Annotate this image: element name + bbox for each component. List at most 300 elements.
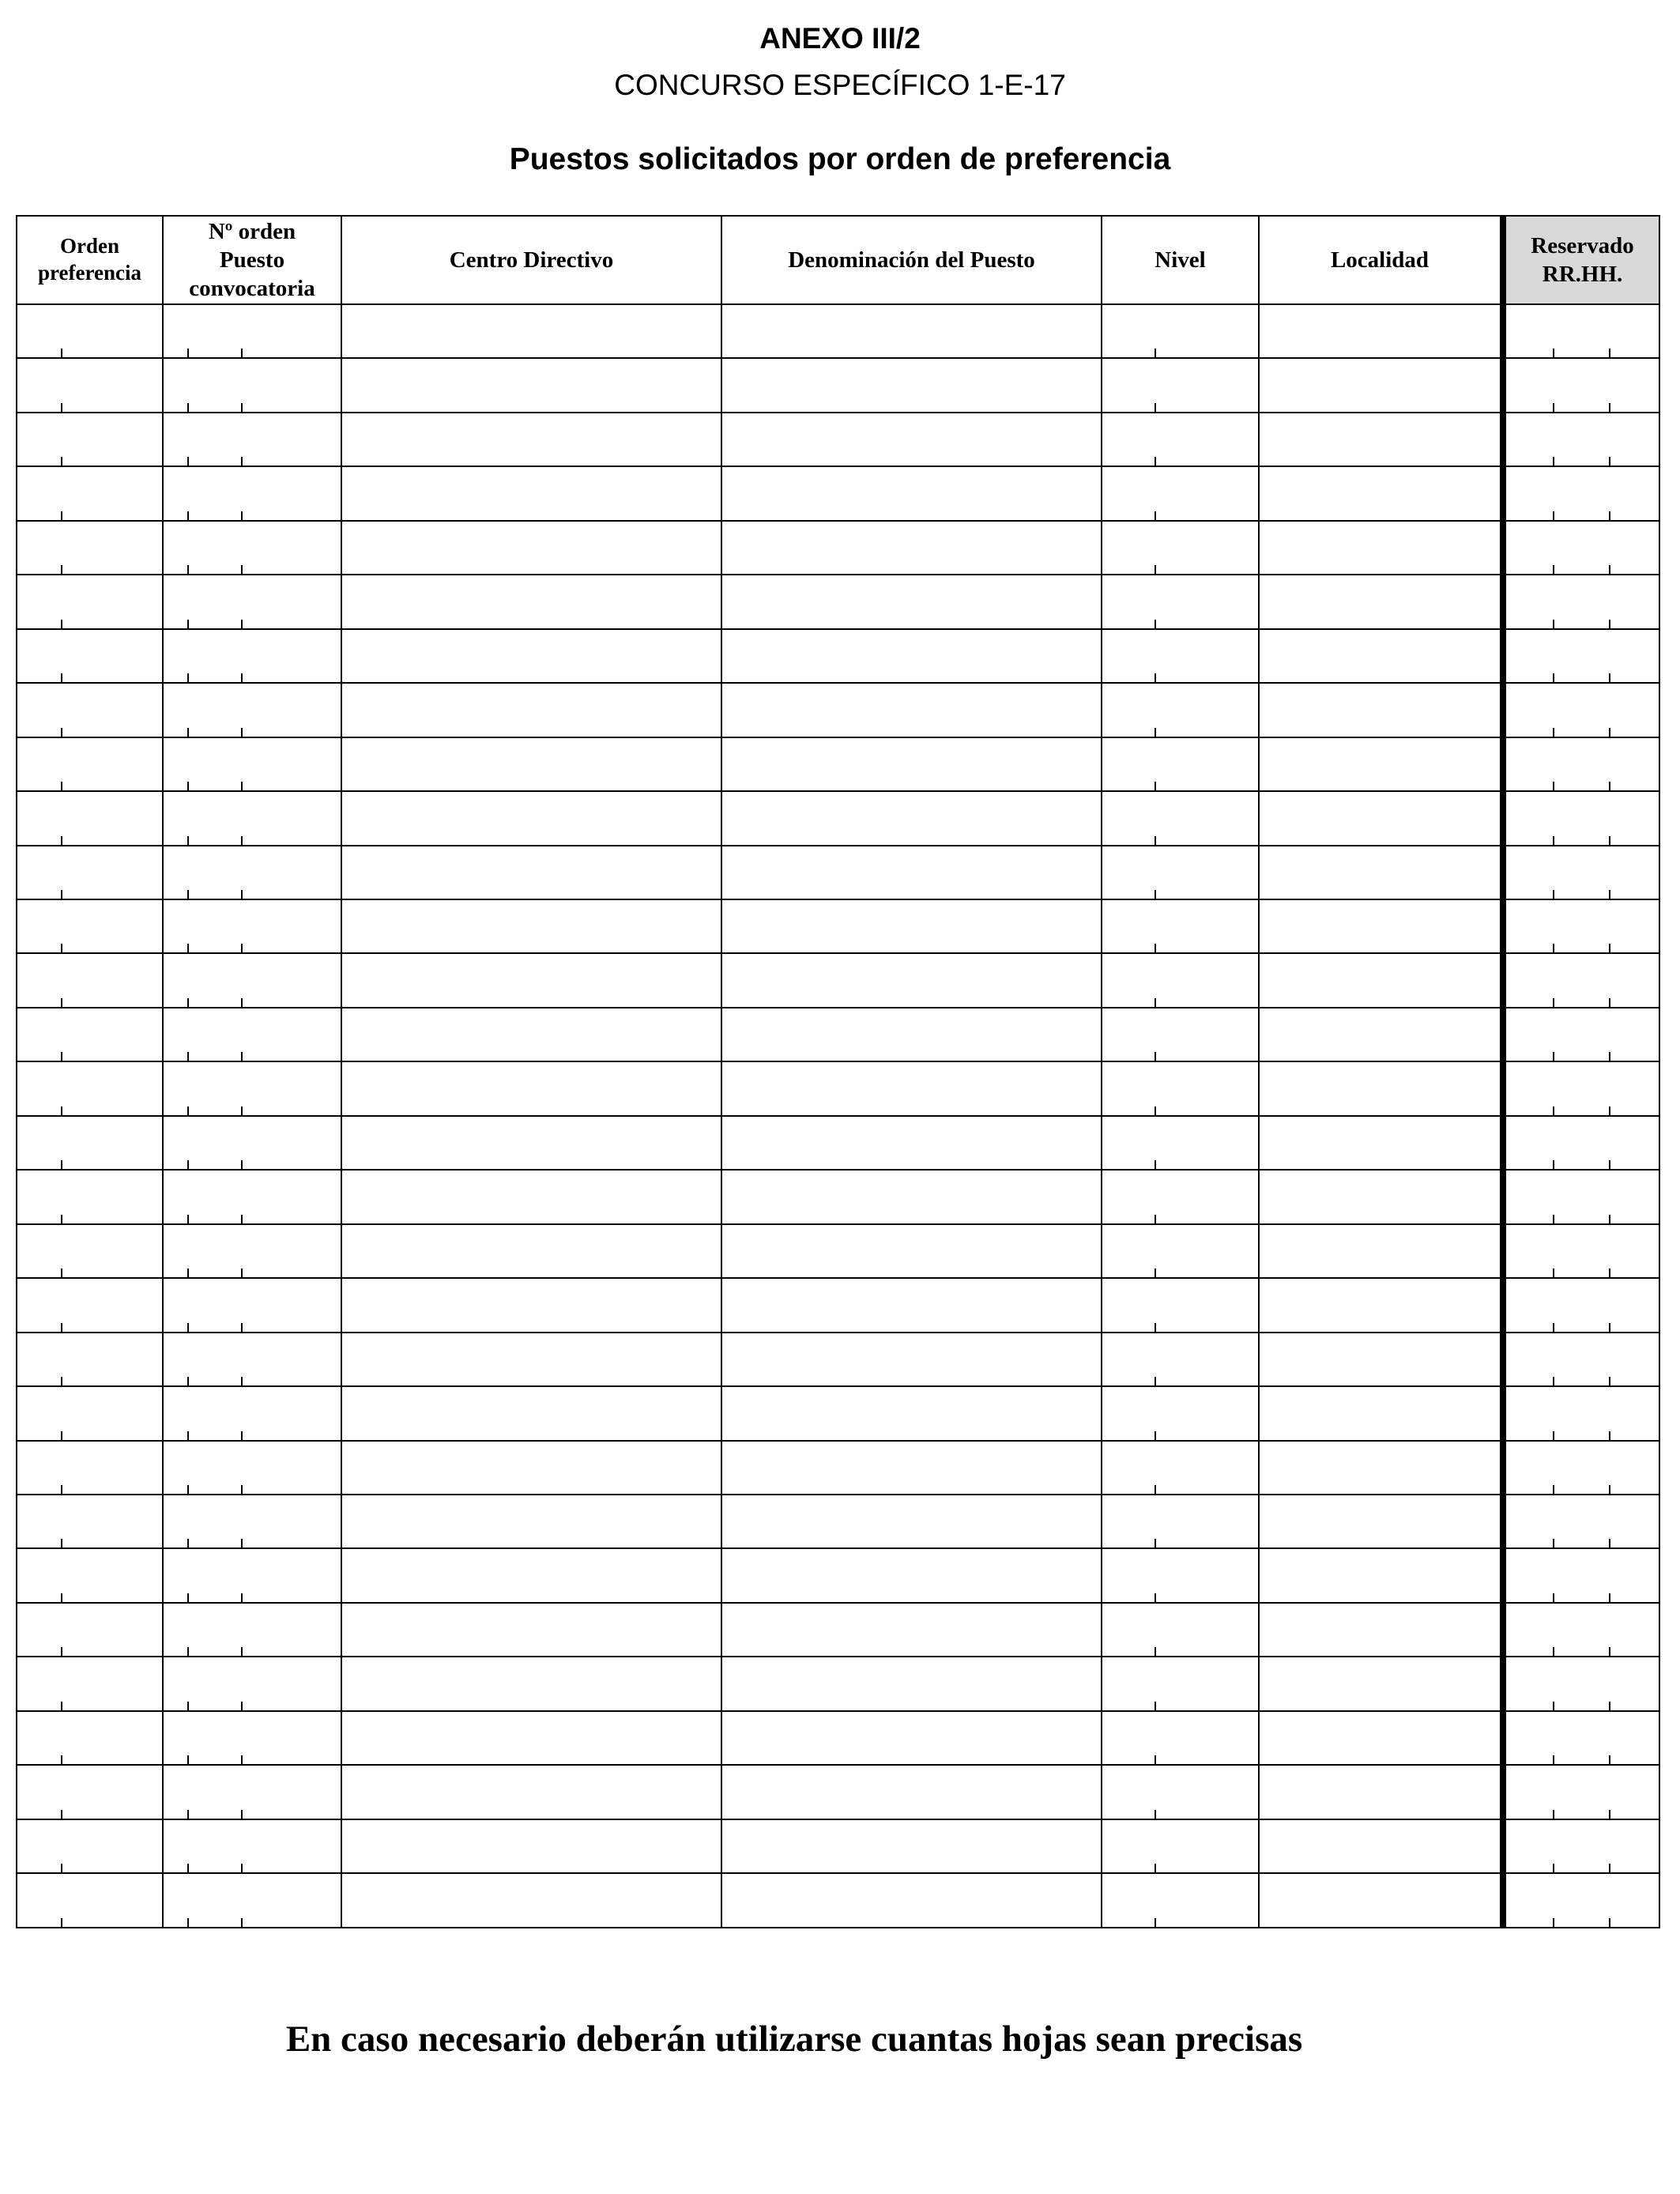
num-puesto-cell[interactable] bbox=[163, 846, 341, 899]
digit-separator-tick bbox=[61, 349, 62, 357]
centro-cell[interactable] bbox=[341, 1873, 721, 1928]
table-row bbox=[17, 1441, 1659, 1495]
reservado-cell[interactable] bbox=[1503, 1495, 1659, 1548]
num-puesto-cell[interactable] bbox=[163, 1224, 341, 1278]
nivel-cell[interactable] bbox=[1102, 1386, 1259, 1440]
digit-separator-tick bbox=[61, 944, 62, 952]
num-puesto-cell[interactable] bbox=[163, 1278, 341, 1332]
denominacion-cell[interactable] bbox=[721, 1386, 1102, 1440]
digit-separator-tick bbox=[1553, 620, 1554, 628]
num-puesto-cell[interactable] bbox=[163, 413, 341, 466]
denominacion-cell[interactable] bbox=[721, 1873, 1102, 1928]
denominacion-cell[interactable] bbox=[721, 791, 1102, 845]
localidad-cell[interactable] bbox=[1259, 1495, 1503, 1548]
orden-cell[interactable] bbox=[17, 629, 163, 683]
orden-cell[interactable] bbox=[17, 1333, 163, 1386]
col-header-nivel: Nivel bbox=[1102, 216, 1259, 304]
denominacion-cell[interactable] bbox=[721, 1765, 1102, 1819]
digit-separator-tick bbox=[1553, 1052, 1554, 1061]
digit-separator-tick bbox=[187, 1215, 189, 1223]
orden-cell[interactable] bbox=[17, 1603, 163, 1657]
denominacion-cell[interactable] bbox=[721, 466, 1102, 520]
denominacion-cell[interactable] bbox=[721, 1548, 1102, 1602]
nivel-cell[interactable] bbox=[1102, 1333, 1259, 1386]
num-puesto-cell[interactable] bbox=[163, 1495, 341, 1548]
contest-title: CONCURSO ESPECÍFICO 1-E-17 bbox=[614, 69, 1066, 101]
table-row bbox=[17, 1008, 1659, 1061]
localidad-cell[interactable] bbox=[1259, 1819, 1503, 1873]
digit-separator-tick bbox=[61, 457, 62, 466]
centro-cell[interactable] bbox=[341, 683, 721, 737]
centro-cell[interactable] bbox=[341, 575, 721, 628]
nivel-cell[interactable] bbox=[1102, 1170, 1259, 1223]
preference-table bbox=[16, 215, 1660, 1928]
digit-separator-tick bbox=[61, 511, 62, 520]
digit-separator-tick bbox=[1155, 1702, 1156, 1710]
nivel-cell[interactable] bbox=[1102, 899, 1259, 953]
orden-cell[interactable] bbox=[17, 1170, 163, 1223]
num-puesto-cell[interactable] bbox=[163, 1333, 341, 1386]
num-puesto-cell[interactable] bbox=[163, 304, 341, 358]
localidad-cell[interactable] bbox=[1259, 737, 1503, 791]
num-puesto-cell[interactable] bbox=[163, 1061, 341, 1115]
nivel-cell[interactable] bbox=[1102, 466, 1259, 520]
nivel-cell[interactable] bbox=[1102, 1873, 1259, 1928]
denominacion-cell[interactable] bbox=[721, 521, 1102, 575]
centro-cell[interactable] bbox=[341, 304, 721, 358]
nivel-cell[interactable] bbox=[1102, 413, 1259, 466]
centro-cell[interactable] bbox=[341, 953, 721, 1007]
centro-cell[interactable] bbox=[341, 1441, 721, 1495]
num-puesto-cell[interactable] bbox=[163, 575, 341, 628]
denominacion-cell[interactable] bbox=[721, 1441, 1102, 1495]
digit-separator-tick bbox=[1155, 1377, 1156, 1385]
num-puesto-cell[interactable] bbox=[163, 1386, 341, 1440]
localidad-cell[interactable] bbox=[1259, 1441, 1503, 1495]
num-puesto-cell[interactable] bbox=[163, 1765, 341, 1819]
nivel-cell[interactable] bbox=[1102, 1657, 1259, 1710]
nivel-cell[interactable] bbox=[1102, 1819, 1259, 1873]
digit-separator-tick bbox=[1553, 998, 1554, 1007]
nivel-cell[interactable] bbox=[1102, 521, 1259, 575]
digit-separator-tick bbox=[1609, 1269, 1610, 1277]
centro-cell[interactable] bbox=[341, 1819, 721, 1873]
centro-cell[interactable] bbox=[341, 1711, 721, 1765]
num-puesto-cell[interactable] bbox=[163, 629, 341, 683]
digit-separator-tick bbox=[241, 349, 243, 357]
nivel-cell[interactable] bbox=[1102, 1548, 1259, 1602]
reservado-cell[interactable] bbox=[1503, 575, 1659, 628]
denominacion-cell[interactable] bbox=[721, 413, 1102, 466]
nivel-cell[interactable] bbox=[1102, 791, 1259, 845]
denominacion-cell[interactable] bbox=[721, 1495, 1102, 1548]
localidad-cell[interactable] bbox=[1259, 1548, 1503, 1602]
digit-separator-tick bbox=[1553, 944, 1554, 952]
digit-separator-tick bbox=[1609, 1539, 1610, 1547]
digit-separator-tick bbox=[61, 1431, 62, 1440]
localidad-cell[interactable] bbox=[1259, 1333, 1503, 1386]
digit-separator-tick bbox=[241, 1215, 243, 1223]
reservado-cell[interactable] bbox=[1503, 1765, 1659, 1819]
table-row bbox=[17, 304, 1659, 358]
centro-cell[interactable] bbox=[341, 466, 721, 520]
nivel-cell[interactable] bbox=[1102, 1441, 1259, 1495]
reservado-cell[interactable] bbox=[1503, 358, 1659, 412]
centro-cell[interactable] bbox=[341, 1548, 721, 1602]
orden-cell[interactable] bbox=[17, 1873, 163, 1928]
reservado-cell[interactable] bbox=[1503, 1224, 1659, 1278]
digit-separator-tick bbox=[187, 403, 189, 412]
orden-cell[interactable] bbox=[17, 1657, 163, 1710]
localidad-cell[interactable] bbox=[1259, 1224, 1503, 1278]
localidad-cell[interactable] bbox=[1259, 413, 1503, 466]
num-puesto-cell[interactable] bbox=[163, 358, 341, 412]
denominacion-cell[interactable] bbox=[721, 1116, 1102, 1170]
digit-separator-tick bbox=[1553, 565, 1554, 574]
nivel-cell[interactable] bbox=[1102, 629, 1259, 683]
nivel-cell[interactable] bbox=[1102, 1711, 1259, 1765]
centro-cell[interactable] bbox=[341, 1116, 721, 1170]
digit-separator-tick bbox=[1609, 782, 1610, 790]
centro-cell[interactable] bbox=[341, 358, 721, 412]
localidad-cell[interactable] bbox=[1259, 358, 1503, 412]
num-puesto-cell[interactable] bbox=[163, 1170, 341, 1223]
centro-cell[interactable] bbox=[341, 629, 721, 683]
digit-separator-tick bbox=[61, 1160, 62, 1169]
digit-separator-tick bbox=[187, 1539, 189, 1547]
orden-cell[interactable] bbox=[17, 791, 163, 845]
orden-cell[interactable] bbox=[17, 737, 163, 791]
orden-cell[interactable] bbox=[17, 683, 163, 737]
digit-separator-tick bbox=[1553, 728, 1554, 737]
digit-separator-tick bbox=[1155, 1593, 1156, 1602]
digit-separator-tick bbox=[187, 1702, 189, 1710]
digit-separator-tick bbox=[187, 620, 189, 628]
nivel-cell[interactable] bbox=[1102, 1278, 1259, 1332]
table-row bbox=[17, 1333, 1659, 1386]
reservado-cell[interactable] bbox=[1503, 1008, 1659, 1061]
orden-cell[interactable] bbox=[17, 413, 163, 466]
denominacion-cell[interactable] bbox=[721, 1008, 1102, 1061]
digit-separator-tick bbox=[1155, 403, 1156, 412]
orden-cell[interactable] bbox=[17, 1278, 163, 1332]
localidad-cell[interactable] bbox=[1259, 846, 1503, 899]
num-puesto-cell[interactable] bbox=[163, 953, 341, 1007]
denominacion-cell[interactable] bbox=[721, 304, 1102, 358]
centro-cell[interactable] bbox=[341, 1278, 721, 1332]
denominacion-cell[interactable] bbox=[721, 575, 1102, 628]
annex-title: ANEXO III/2 bbox=[759, 22, 921, 55]
centro-cell[interactable] bbox=[341, 521, 721, 575]
orden-cell[interactable] bbox=[17, 1495, 163, 1548]
digit-separator-tick bbox=[1609, 1755, 1610, 1764]
digit-separator-tick bbox=[61, 1755, 62, 1764]
digit-separator-tick bbox=[241, 565, 243, 574]
denominacion-cell[interactable] bbox=[721, 1657, 1102, 1710]
digit-separator-tick bbox=[1155, 1160, 1156, 1169]
centro-cell[interactable] bbox=[341, 1008, 721, 1061]
section-title: Puestos solicitados por orden de preferencia bbox=[509, 142, 1171, 176]
table-row bbox=[17, 737, 1659, 791]
localidad-cell[interactable] bbox=[1259, 1765, 1503, 1819]
centro-cell[interactable] bbox=[341, 1765, 721, 1819]
denominacion-cell[interactable] bbox=[721, 683, 1102, 737]
centro-cell[interactable] bbox=[341, 1386, 721, 1440]
nivel-cell[interactable] bbox=[1102, 846, 1259, 899]
reservado-cell[interactable] bbox=[1503, 683, 1659, 737]
digit-separator-tick bbox=[61, 728, 62, 737]
reservado-cell[interactable] bbox=[1503, 304, 1659, 358]
centro-cell[interactable] bbox=[341, 899, 721, 953]
digit-separator-tick bbox=[1155, 782, 1156, 790]
reservado-cell[interactable] bbox=[1503, 1278, 1659, 1332]
localidad-cell[interactable] bbox=[1259, 1657, 1503, 1710]
reservado-cell[interactable] bbox=[1503, 1603, 1659, 1657]
localidad-cell[interactable] bbox=[1259, 1711, 1503, 1765]
orden-cell[interactable] bbox=[17, 304, 163, 358]
localidad-cell[interactable] bbox=[1259, 899, 1503, 953]
num-puesto-cell[interactable] bbox=[163, 1873, 341, 1928]
localidad-cell[interactable] bbox=[1259, 1170, 1503, 1223]
orden-cell[interactable] bbox=[17, 1008, 163, 1061]
nivel-cell[interactable] bbox=[1102, 358, 1259, 412]
digit-separator-tick bbox=[187, 457, 189, 466]
nivel-cell[interactable] bbox=[1102, 737, 1259, 791]
denominacion-cell[interactable] bbox=[721, 1711, 1102, 1765]
localidad-cell[interactable] bbox=[1259, 575, 1503, 628]
nivel-cell[interactable] bbox=[1102, 1765, 1259, 1819]
digit-separator-tick bbox=[1553, 1269, 1554, 1277]
orden-cell[interactable] bbox=[17, 953, 163, 1007]
denominacion-cell[interactable] bbox=[721, 1224, 1102, 1278]
localidad-cell[interactable] bbox=[1259, 953, 1503, 1007]
orden-cell[interactable] bbox=[17, 1116, 163, 1170]
nivel-cell[interactable] bbox=[1102, 1061, 1259, 1115]
nivel-cell[interactable] bbox=[1102, 575, 1259, 628]
digit-separator-tick bbox=[1609, 1215, 1610, 1223]
orden-cell[interactable] bbox=[17, 1548, 163, 1602]
denominacion-cell[interactable] bbox=[721, 1061, 1102, 1115]
denominacion-cell[interactable] bbox=[721, 737, 1102, 791]
digit-separator-tick bbox=[1609, 403, 1610, 412]
reservado-cell[interactable] bbox=[1503, 1548, 1659, 1602]
denominacion-cell[interactable] bbox=[721, 899, 1102, 953]
reservado-cell[interactable] bbox=[1503, 1061, 1659, 1115]
reservado-cell[interactable] bbox=[1503, 953, 1659, 1007]
digit-separator-tick bbox=[61, 1702, 62, 1710]
localidad-cell[interactable] bbox=[1259, 304, 1503, 358]
digit-separator-tick bbox=[187, 836, 189, 845]
num-puesto-cell[interactable] bbox=[163, 1819, 341, 1873]
digit-separator-tick bbox=[1609, 1160, 1610, 1169]
orden-cell[interactable] bbox=[17, 1386, 163, 1440]
localidad-cell[interactable] bbox=[1259, 629, 1503, 683]
reservado-cell[interactable] bbox=[1503, 466, 1659, 520]
num-puesto-cell[interactable] bbox=[163, 1548, 341, 1602]
localidad-cell[interactable] bbox=[1259, 521, 1503, 575]
centro-cell[interactable] bbox=[341, 737, 721, 791]
table-row bbox=[17, 1711, 1659, 1765]
digit-separator-tick bbox=[1553, 349, 1554, 357]
digit-separator-tick bbox=[1155, 565, 1156, 574]
num-puesto-cell[interactable] bbox=[163, 1711, 341, 1765]
orden-cell[interactable] bbox=[17, 1711, 163, 1765]
orden-cell[interactable] bbox=[17, 1224, 163, 1278]
digit-separator-tick bbox=[1155, 998, 1156, 1007]
reservado-cell[interactable] bbox=[1503, 1657, 1659, 1710]
denominacion-cell[interactable] bbox=[721, 953, 1102, 1007]
digit-separator-tick bbox=[1553, 511, 1554, 520]
denominacion-cell[interactable] bbox=[721, 1333, 1102, 1386]
orden-cell[interactable] bbox=[17, 1819, 163, 1873]
num-puesto-cell[interactable] bbox=[163, 683, 341, 737]
nivel-cell[interactable] bbox=[1102, 1116, 1259, 1170]
col-header-reservado: Reservado RR.HH. bbox=[1503, 216, 1659, 304]
orden-cell[interactable] bbox=[17, 521, 163, 575]
centro-cell[interactable] bbox=[341, 1495, 721, 1548]
centro-cell[interactable] bbox=[341, 1657, 721, 1710]
digit-separator-tick bbox=[241, 1485, 243, 1494]
table-row bbox=[17, 1386, 1659, 1440]
reservado-cell[interactable] bbox=[1503, 1873, 1659, 1928]
denominacion-cell[interactable] bbox=[721, 358, 1102, 412]
num-puesto-cell[interactable] bbox=[163, 1008, 341, 1061]
digit-separator-tick bbox=[241, 998, 243, 1007]
reservado-cell[interactable] bbox=[1503, 1116, 1659, 1170]
centro-cell[interactable] bbox=[341, 791, 721, 845]
reservado-cell[interactable] bbox=[1503, 1170, 1659, 1223]
orden-cell[interactable] bbox=[17, 899, 163, 953]
digit-separator-tick bbox=[1155, 1539, 1156, 1547]
digit-separator-tick bbox=[187, 890, 189, 899]
nivel-cell[interactable] bbox=[1102, 1008, 1259, 1061]
digit-separator-tick bbox=[61, 782, 62, 790]
nivel-cell[interactable] bbox=[1102, 304, 1259, 358]
centro-cell[interactable] bbox=[341, 1170, 721, 1223]
denominacion-cell[interactable] bbox=[721, 629, 1102, 683]
orden-cell[interactable] bbox=[17, 1441, 163, 1495]
num-puesto-cell[interactable] bbox=[163, 1603, 341, 1657]
reservado-cell[interactable] bbox=[1503, 1386, 1659, 1440]
localidad-cell[interactable] bbox=[1259, 1061, 1503, 1115]
digit-separator-tick bbox=[61, 620, 62, 628]
orden-cell[interactable] bbox=[17, 466, 163, 520]
orden-cell[interactable] bbox=[17, 846, 163, 899]
digit-separator-tick bbox=[61, 1864, 62, 1872]
table-body bbox=[17, 304, 1659, 1928]
reservado-cell[interactable] bbox=[1503, 846, 1659, 899]
digit-separator-tick bbox=[61, 1593, 62, 1602]
digit-separator-tick bbox=[241, 673, 243, 682]
table-row bbox=[17, 953, 1659, 1007]
reservado-cell[interactable] bbox=[1503, 629, 1659, 683]
localidad-cell[interactable] bbox=[1259, 683, 1503, 737]
centro-cell[interactable] bbox=[341, 1603, 721, 1657]
digit-separator-tick bbox=[1553, 673, 1554, 682]
reservado-cell[interactable] bbox=[1503, 1333, 1659, 1386]
reservado-cell[interactable] bbox=[1503, 521, 1659, 575]
num-puesto-cell[interactable] bbox=[163, 1657, 341, 1710]
num-puesto-cell[interactable] bbox=[163, 899, 341, 953]
num-puesto-cell[interactable] bbox=[163, 1116, 341, 1170]
num-puesto-cell[interactable] bbox=[163, 521, 341, 575]
localidad-cell[interactable] bbox=[1259, 1278, 1503, 1332]
localidad-cell[interactable] bbox=[1259, 791, 1503, 845]
centro-cell[interactable] bbox=[341, 1333, 721, 1386]
orden-cell[interactable] bbox=[17, 1061, 163, 1115]
digit-separator-tick bbox=[1553, 1593, 1554, 1602]
centro-cell[interactable] bbox=[341, 1224, 721, 1278]
orden-cell[interactable] bbox=[17, 358, 163, 412]
reservado-cell[interactable] bbox=[1503, 791, 1659, 845]
digit-separator-tick bbox=[1609, 728, 1610, 737]
digit-separator-tick bbox=[187, 673, 189, 682]
localidad-cell[interactable] bbox=[1259, 1873, 1503, 1928]
denominacion-cell[interactable] bbox=[721, 1278, 1102, 1332]
orden-cell[interactable] bbox=[17, 575, 163, 628]
num-puesto-cell[interactable] bbox=[163, 791, 341, 845]
localidad-cell[interactable] bbox=[1259, 466, 1503, 520]
digit-separator-tick bbox=[187, 1810, 189, 1819]
nivel-cell[interactable] bbox=[1102, 1603, 1259, 1657]
num-puesto-cell[interactable] bbox=[163, 737, 341, 791]
nivel-cell[interactable] bbox=[1102, 1224, 1259, 1278]
digit-separator-tick bbox=[187, 511, 189, 520]
digit-separator-tick bbox=[1155, 836, 1156, 845]
num-puesto-cell[interactable] bbox=[163, 1441, 341, 1495]
localidad-cell[interactable] bbox=[1259, 1603, 1503, 1657]
localidad-cell[interactable] bbox=[1259, 1386, 1503, 1440]
nivel-cell[interactable] bbox=[1102, 1495, 1259, 1548]
reservado-cell[interactable] bbox=[1503, 737, 1659, 791]
centro-cell[interactable] bbox=[341, 413, 721, 466]
denominacion-cell[interactable] bbox=[721, 1170, 1102, 1223]
orden-cell[interactable] bbox=[17, 1765, 163, 1819]
localidad-cell[interactable] bbox=[1259, 1116, 1503, 1170]
digit-separator-tick bbox=[187, 1106, 189, 1115]
digit-separator-tick bbox=[187, 782, 189, 790]
reservado-cell[interactable] bbox=[1503, 1819, 1659, 1873]
denominacion-cell[interactable] bbox=[721, 1819, 1102, 1873]
digit-separator-tick bbox=[1155, 1215, 1156, 1223]
reservado-cell[interactable] bbox=[1503, 1441, 1659, 1495]
digit-separator-tick bbox=[187, 1052, 189, 1061]
denominacion-cell[interactable] bbox=[721, 1603, 1102, 1657]
nivel-cell[interactable] bbox=[1102, 683, 1259, 737]
digit-separator-tick bbox=[187, 1593, 189, 1602]
centro-cell[interactable] bbox=[341, 1061, 721, 1115]
reservado-cell[interactable] bbox=[1503, 899, 1659, 953]
reservado-cell[interactable] bbox=[1503, 1711, 1659, 1765]
digit-separator-tick bbox=[241, 1810, 243, 1819]
centro-cell[interactable] bbox=[341, 846, 721, 899]
num-puesto-cell[interactable] bbox=[163, 466, 341, 520]
digit-separator-tick bbox=[241, 1269, 243, 1277]
digit-separator-tick bbox=[61, 1485, 62, 1494]
digit-separator-tick bbox=[1609, 620, 1610, 628]
digit-separator-tick bbox=[1609, 1918, 1610, 1927]
nivel-cell[interactable] bbox=[1102, 953, 1259, 1007]
digit-separator-tick bbox=[61, 1052, 62, 1061]
digit-separator-tick bbox=[1553, 1539, 1554, 1547]
denominacion-cell[interactable] bbox=[721, 846, 1102, 899]
reservado-cell[interactable] bbox=[1503, 413, 1659, 466]
digit-separator-tick bbox=[1155, 1918, 1156, 1927]
digit-separator-tick bbox=[1155, 890, 1156, 899]
localidad-cell[interactable] bbox=[1259, 1008, 1503, 1061]
digit-separator-tick bbox=[1553, 836, 1554, 845]
table-row bbox=[17, 629, 1659, 683]
